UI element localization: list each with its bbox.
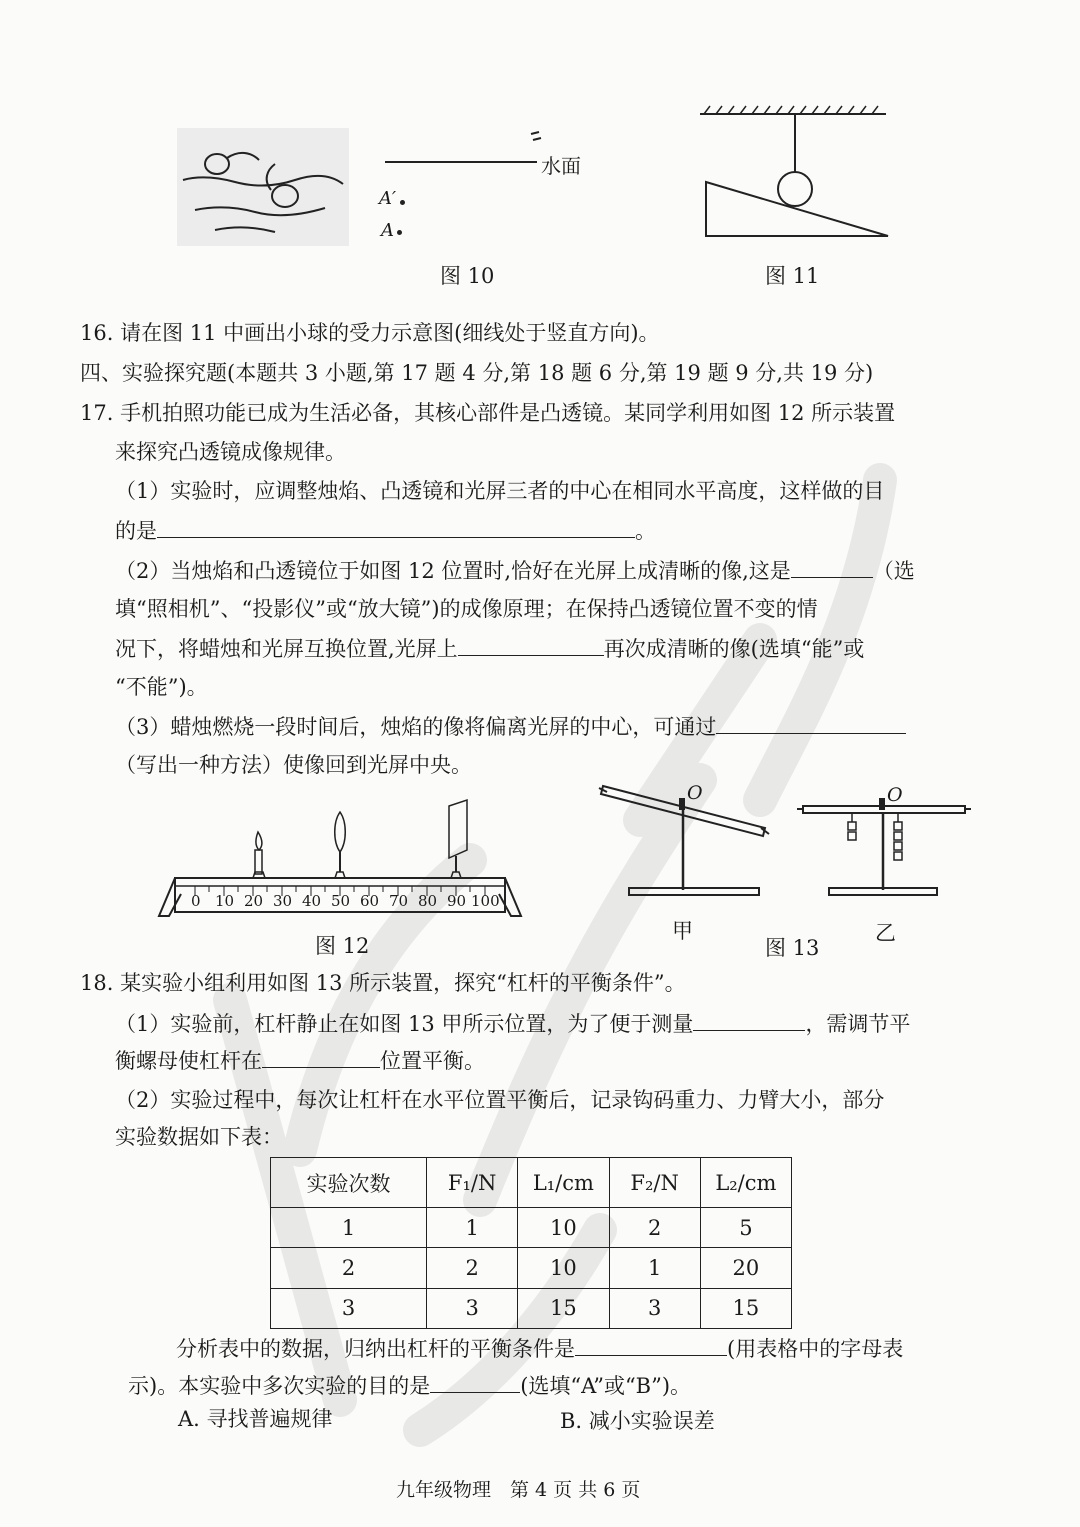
question-18-analysis-line-1	[176, 1333, 903, 1364]
question-17-part-3-line-1	[115, 711, 906, 742]
table-header-cell: F₁/N	[427, 1158, 518, 1208]
table-header-cell: L₁/cm	[518, 1158, 609, 1208]
page-footer: 九年级物理 第 4 页 共 6 页	[396, 1479, 641, 1501]
question-17-part-3-text: （3）蜡烛燃烧一段时间后，烛焰的像将偏离光屏的中心，可通过	[115, 715, 717, 739]
bench-scale-labels	[155, 892, 525, 912]
question-17-part-2-text: （2）当烛焰和凸透镜位于如图 12 位置时,恰好在光屏上成清晰的像,这是	[115, 559, 791, 583]
question-17-part-2c-end: 再次成清晰的像(选填“能”或	[603, 637, 865, 661]
table-cell: 20	[700, 1248, 791, 1288]
water-surface-label: 水面	[541, 154, 581, 178]
question-17-part-2-line-4: “不能”)。	[115, 675, 208, 699]
scale-tick-label: 70	[389, 892, 409, 910]
question-18-part-1-line-2	[115, 1045, 485, 1076]
table-cell: 1	[609, 1248, 700, 1288]
answer-blank-18-1b[interactable]	[262, 1045, 380, 1068]
answer-blank-18-1a[interactable]	[693, 1008, 805, 1031]
question-16: 16. 请在图 11 中画出小球的受力示意图(细线处于竖直方向)。	[80, 321, 660, 345]
question-18-analysis-line-2	[128, 1370, 691, 1401]
point-a-dot	[397, 230, 402, 235]
figure-11-drawing	[698, 104, 898, 244]
figure-13-label-jia: 甲	[672, 919, 693, 943]
question-18-part-1-end: ，需调节平	[805, 1012, 911, 1036]
figure-13-jia	[595, 778, 780, 903]
scale-tick-label: 20	[244, 892, 264, 910]
table-cell: 15	[518, 1288, 609, 1328]
figure-12	[155, 798, 525, 926]
scale-tick-label: 80	[418, 892, 438, 910]
question-17-part-1-line-1: （1）实验时，应调整烛焰、凸透镜和光屏三者的中心在相同水平高度，这样做的目	[115, 479, 885, 503]
table-cell: 10	[518, 1208, 609, 1248]
pivot-label-yi: O	[887, 784, 903, 806]
answer-blank-17-3[interactable]	[716, 711, 906, 734]
table-cell: 3	[609, 1288, 700, 1328]
table-cell: 2	[271, 1248, 427, 1288]
question-18-part-1-line-1	[115, 1008, 910, 1039]
question-17-part-2-line-1	[115, 555, 915, 586]
figure-13-label-yi: 乙	[875, 921, 896, 945]
table-cell: 2	[609, 1208, 700, 1248]
pivot-label-jia: O	[687, 782, 703, 804]
answer-blank-18-2a[interactable]	[575, 1333, 727, 1356]
scale-tick-label: 100	[471, 892, 500, 910]
table-cell: 3	[271, 1288, 427, 1328]
point-a-prime-dot	[400, 200, 405, 205]
table-header-row	[271, 1158, 792, 1208]
scale-tick-label: 50	[331, 892, 351, 910]
question-17-part-2-end: （选	[872, 559, 915, 583]
table-header-cell: L₂/cm	[700, 1158, 791, 1208]
question-18-part-2-line-2: 实验数据如下表：	[115, 1125, 283, 1149]
figure-10	[175, 124, 615, 254]
question-17-line-2: 来探究凸透镜成像规律。	[115, 440, 346, 464]
question-17-line-1: 17. 手机拍照功能已成为生活必备，其核心部件是凸透镜。某同学利用如图 12 所示装置	[80, 401, 896, 425]
table-cell: 1	[427, 1208, 518, 1248]
table-row	[271, 1208, 792, 1248]
scale-tick-label: 90	[447, 892, 467, 910]
scale-tick-label: 10	[215, 892, 235, 910]
figure-13-caption: 图 13	[765, 936, 820, 960]
scale-tick-label: 30	[273, 892, 293, 910]
question-17-part-3-line-2: （写出一种方法）使像回到光屏中央。	[115, 753, 472, 777]
question-17-part-1-line-2	[115, 515, 656, 546]
question-18-part-2-line-1: （2）实验过程中，每次让杠杆在水平位置平衡后，记录钩码重力、力臂大小，部分	[115, 1088, 885, 1112]
lever-data-table	[270, 1157, 792, 1329]
scale-tick-label: 60	[360, 892, 380, 910]
table-row	[271, 1248, 792, 1288]
question-18-part-1-text: （1）实验前，杠杆静止在如图 13 甲所示位置，为了便于测量	[115, 1012, 694, 1036]
figure-11-caption: 图 11	[765, 264, 820, 288]
scale-tick-label: 40	[302, 892, 322, 910]
question-18-part-1b-end: 位置平衡。	[380, 1049, 485, 1073]
question-17-part-2-line-2: 填“照相机”、“投影仪”或“放大镜”)的成像原理；在保持凸透镜位置不变的情	[115, 597, 818, 621]
figure-10-caption: 图 10	[440, 264, 495, 288]
option-b: B. 减小实验误差	[560, 1409, 715, 1433]
point-a-label: A	[381, 220, 394, 241]
figure-13-yi	[795, 782, 975, 907]
table-cell: 15	[700, 1288, 791, 1328]
question-17-part-1-text: 的是	[115, 519, 157, 543]
table-cell: 5	[700, 1208, 791, 1248]
lever-yi-drawing	[795, 782, 975, 907]
question-18-part-1b-text: 衡螺母使杠杆在	[115, 1049, 262, 1073]
question-18-analysis-b-text: 示)。本实验中多次实验的目的是	[128, 1374, 431, 1398]
table-header-cell: F₂/N	[609, 1158, 700, 1208]
answer-blank-18-2b[interactable]	[430, 1370, 520, 1393]
point-a-prime-label: A′	[379, 188, 397, 209]
option-a: A. 寻找普遍规律	[178, 1407, 333, 1431]
table-header-cell: 实验次数	[271, 1158, 427, 1208]
question-18-analysis-text: 分析表中的数据，归纳出杠杆的平衡条件是	[176, 1337, 575, 1361]
table-cell: 3	[427, 1288, 518, 1328]
question-18-line-1: 18. 某实验小组利用如图 13 所示装置，探究“杠杆的平衡条件”。	[80, 971, 686, 995]
table-row	[271, 1288, 792, 1328]
table-cell: 10	[518, 1248, 609, 1288]
question-18-analysis-end: (用表格中的字母表	[727, 1337, 904, 1361]
question-17-part-2c-text: 况下，将蜡烛和光屏互换位置,光屏上	[115, 637, 458, 661]
answer-blank-17-2b[interactable]	[458, 633, 604, 656]
figure-12-caption: 图 12	[315, 934, 370, 958]
figure-11	[698, 104, 898, 244]
answer-blank-17-1[interactable]	[157, 515, 635, 538]
section-4-heading: 四、实验探究题(本题共 3 小题,第 17 题 4 分,第 18 题 6 分,第 19 题 9 分,共 19 分)	[80, 361, 874, 385]
scale-tick-label: 0	[191, 892, 201, 910]
question-17-part-2-line-3	[115, 633, 864, 664]
question-18-analysis-b-end: (选填“A”或“B”)。	[520, 1374, 692, 1398]
question-17-part-1-end: 。	[635, 519, 656, 543]
answer-blank-17-2a[interactable]	[791, 555, 873, 578]
table-cell: 1	[271, 1208, 427, 1248]
table-cell: 2	[427, 1248, 518, 1288]
